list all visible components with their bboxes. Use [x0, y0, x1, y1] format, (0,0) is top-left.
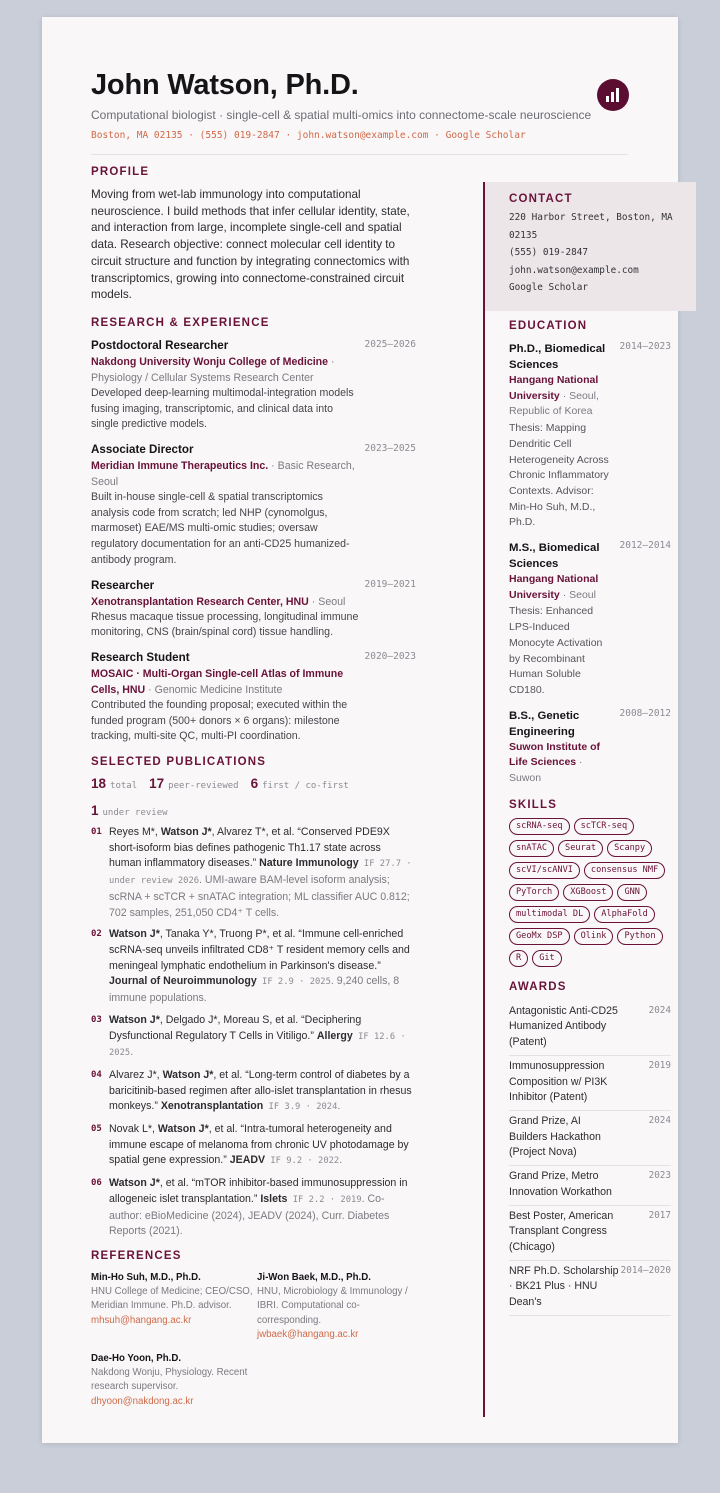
publication-journal: Journal of Neuroimmunology	[109, 975, 257, 988]
publication-impact: IF 9.2 · 2022	[265, 1156, 340, 1167]
stat-label: first / co-first	[262, 781, 349, 792]
education-degree: Ph.D., Biomedical Sciences	[509, 343, 606, 371]
skill-list	[509, 818, 671, 967]
skill-tag: AlphaFold	[594, 906, 655, 923]
publication-stat	[91, 776, 137, 791]
publication-authors-pre: Alvarez J*,	[109, 1068, 163, 1081]
award-year: 2023	[648, 1170, 671, 1182]
experience-org: Nakdong University Wonju College of Medicine	[91, 355, 329, 368]
experience-title: Associate Director	[91, 443, 194, 457]
education-school-line	[509, 572, 609, 603]
contact-box	[485, 182, 696, 311]
sidebar-rule	[483, 182, 485, 1417]
header-divider	[91, 154, 628, 155]
reference-info: Nakdong Wonju, Physiology. Recent research supervisor.	[91, 1366, 248, 1393]
school-separator: ·	[559, 389, 570, 402]
org-separator: ·	[328, 355, 335, 368]
award-year: 2019	[648, 1059, 671, 1071]
experience-unit: Physiology / Cellular Systems Research Center	[91, 371, 314, 384]
publication-title: , et al. “Intra-tumoral heterogeneity and immune escape of melanoma from chronic UV photodamage by spatial gene expression.”	[109, 1123, 409, 1167]
profile-text: Moving from wet-lab immunology into computational neuroscience. I build methods that infer cellular identity, state, and interaction from large, incomplete single-cell and spatial data. Research objective: connect molecular cell identity to circuit structure and function by integrating connectomics with transcriptomics, growing into connectome-constrained circuit models.	[91, 188, 410, 302]
skill-tag: Git	[532, 950, 562, 967]
reference-info: HNU, Microbiology & Immunology / IBRI. Computational co-corresponding.	[257, 1285, 408, 1326]
experience-org-line	[91, 354, 356, 386]
candidate-name: John Watson, Ph.D.	[91, 69, 359, 101]
publication-impact: IF 3.9 · 2024	[263, 1102, 338, 1113]
award-title: Antagonistic Anti-CD25 Humanized Antibody (Patent)	[509, 1004, 618, 1049]
award-year: 2024	[648, 1004, 671, 1016]
org-separator: ·	[145, 683, 155, 696]
experience-unit: Genomic Medicine Institute	[154, 683, 283, 696]
experience-title: Postdoctoral Researcher	[91, 338, 229, 352]
education-dates: 2008–2012	[619, 707, 671, 719]
stat-value: 6	[250, 776, 259, 792]
experience-title: Researcher	[91, 578, 155, 592]
award-title: Grand Prize, Metro Innovation Workathon	[509, 1170, 612, 1198]
experience-org-line	[91, 458, 356, 490]
contact-heading: CONTACT	[509, 193, 573, 205]
education-thesis: Thesis: Mapping Dendritic Cell Heterogeneity Across Chronic Inflammatory Contexts. Advisor: Min-Ho Suh, M.D., Ph.D.	[509, 422, 609, 529]
education-school-line	[509, 373, 609, 420]
publication-item	[91, 825, 414, 921]
experience-entry	[91, 338, 416, 433]
award-item	[509, 1206, 671, 1261]
skills-heading: SKILLS	[509, 798, 558, 811]
publication-self-author: Watson J*	[160, 826, 212, 839]
experience-org: MOSAIC · Multi-Organ Single-cell Atlas of Immune Cells, HNU	[91, 667, 344, 696]
publication-journal: Xenotransplantation	[160, 1100, 264, 1113]
experience-org: Meridian Immune Therapeutics Inc.	[91, 460, 269, 473]
skill-tag: Seurat	[558, 840, 603, 857]
reference-email-link[interactable]: jwbaek@hangang.ac.kr	[257, 1329, 359, 1341]
education-school: Suwon Institute of Life Sciences	[509, 740, 600, 769]
award-title: NRF Ph.D. Scholarship · BK21 Plus · HNU Dean's	[509, 1264, 619, 1309]
experience-dates: 2025–2026	[364, 338, 416, 350]
reference-name: Min-Ho Suh, M.D., Ph.D.	[91, 1271, 201, 1283]
publication-title: , et al. “mTOR inhibitor-based immunosuppression in allogeneic islet transplantation.”	[109, 1177, 408, 1205]
skill-tag: R	[509, 950, 528, 967]
contact-line[interactable]: Google Scholar	[509, 282, 589, 293]
publication-item	[91, 1176, 414, 1240]
education-entry	[509, 540, 671, 699]
contact-lines	[509, 209, 696, 297]
reference-email-link[interactable]: mhsuh@hangang.ac.kr	[91, 1314, 192, 1326]
experience-entry	[91, 650, 416, 745]
reference-email-link[interactable]: dhyoon@nakdong.ac.kr	[91, 1395, 194, 1407]
stat-label: total	[110, 781, 138, 792]
publication-item	[91, 1122, 414, 1170]
school-separator: ·	[576, 756, 583, 769]
award-year: 2024	[648, 1114, 671, 1126]
publications-heading: SELECTED PUBLICATIONS	[91, 756, 267, 769]
skill-tag: Python	[617, 928, 662, 945]
education-degree: M.S., Biomedical Sciences	[509, 542, 600, 571]
publication-stat	[91, 803, 168, 818]
publication-self-author: Watson J*	[157, 1123, 209, 1136]
education-school: Hangang National University	[509, 374, 599, 402]
publication-note: .	[337, 1100, 341, 1113]
experience-dates: 2023–2025	[364, 443, 416, 455]
education-thesis: Thesis: Enhanced LPS-Induced Monocyte Activation by Recombinant Human Soluble CD180.	[509, 605, 603, 696]
experience-dates: 2020–2023	[364, 650, 416, 662]
contact-line[interactable]: john.watson@example.com	[509, 264, 639, 276]
publication-note: . 9,240 cells, 8 immune populations.	[109, 975, 400, 1005]
reference-name: Dae-Ho Yoon, Ph.D.	[91, 1352, 182, 1364]
skill-tag: Olink	[574, 928, 614, 945]
stat-label: under review	[102, 808, 168, 819]
tagline: Computational biologist · single-cell & spatial multi-omics into connectome-scale neuroscience	[91, 108, 592, 122]
school-separator: ·	[559, 588, 570, 601]
resume-page	[42, 17, 678, 1443]
award-item	[509, 1111, 671, 1166]
publication-journal: JEADV	[229, 1154, 266, 1167]
reference-item	[257, 1270, 417, 1343]
skill-tag: scTCR-seq	[574, 818, 635, 835]
experience-entry	[91, 442, 416, 569]
stat-label: peer-reviewed	[168, 781, 239, 792]
contact-line: (555) 019-2847	[509, 247, 589, 258]
publication-stat	[149, 776, 238, 791]
profile-heading: PROFILE	[91, 166, 150, 178]
award-item	[509, 1001, 671, 1056]
publication-journal: Nature Immunology	[259, 857, 359, 870]
reference-item	[91, 1270, 257, 1343]
publication-number: 02	[91, 929, 102, 940]
publication-note: . UMI-aware BAM-level isoform analysis; scRNA + scTCR + snATAC integration; ML classifier AUC 0.812; 702 samples, 251,050 CD4⁺ T cells.	[109, 874, 410, 919]
experience-dates: 2019–2021	[364, 578, 416, 590]
publication-impact: IF 2.9 · 2025	[256, 977, 331, 988]
experience-title: Research Student	[91, 650, 190, 664]
publication-authors-pre: Reyes M*,	[109, 826, 161, 839]
skill-tag: scVI/scANVI	[509, 862, 580, 879]
experience-description: Rhesus macaque tissue processing, longitudinal immune monitoring, CNS (brain/spinal cord) tissue handling.	[91, 610, 359, 639]
publication-title: , Tanaka Y*, Truong P*, et al. “Immune cell-enriched scRNA-seq unveils infiltrated CD8⁺ T resident memory cells and meningeal lymphatic endothelium in Parkinson's disease.”	[109, 928, 410, 972]
skill-tag: snATAC	[509, 840, 554, 857]
publication-stat	[251, 776, 349, 791]
experience-list	[91, 338, 416, 745]
experience-unit: Basic Research, Seoul	[91, 460, 355, 489]
reference-name: Ji-Won Baek, M.D., Ph.D.	[257, 1271, 371, 1283]
publication-list	[91, 825, 416, 1240]
experience-description: Built in-house single-cell & spatial transcriptomics analysis code from scratch; led NHP (cynomolgus, marmoset) EAE/MS multi-omic studies; oversaw regulatory documentation for an anti-CD25 humanized-antibody program.	[91, 491, 350, 566]
publication-self-author: Watson J*	[162, 1068, 214, 1081]
references-heading: REFERENCES	[91, 1249, 182, 1262]
skill-tag: PyTorch	[509, 884, 559, 901]
skill-tag: consensus NMF	[584, 862, 665, 879]
stat-value: 1	[91, 803, 99, 819]
main-column	[91, 166, 416, 1409]
award-year: 2014–2020	[620, 1264, 671, 1276]
experience-org-line	[91, 594, 356, 610]
award-title: Best Poster, American Transplant Congress (Chicago)	[509, 1209, 614, 1253]
publication-number: 04	[91, 1069, 102, 1080]
education-place: Seoul, Republic of Korea	[509, 389, 599, 418]
publication-authors-pre: Novak L*,	[109, 1123, 158, 1136]
reference-info: HNU College of Medicine; CEO/CSO, Meridian Immune. Ph.D. advisor.	[91, 1285, 253, 1312]
education-list	[509, 341, 671, 787]
publication-item	[91, 927, 414, 1007]
publication-self-author: Watson J*	[109, 1013, 160, 1026]
skill-tag: GeoMx DSP	[509, 928, 570, 945]
header-contact-line[interactable]: Boston, MA 02135 · (555) 019-2847 · john.watson@example.com · Google Scholar	[91, 130, 526, 141]
stat-value: 17	[149, 776, 165, 792]
publication-impact: IF 27.7 · under review 2026	[109, 859, 412, 887]
org-separator: ·	[308, 595, 319, 608]
publication-stats	[91, 776, 361, 818]
education-dates: 2014–2023	[619, 341, 671, 352]
education-dates: 2012–2014	[619, 540, 671, 552]
publication-note: . Co-author: eBioMedicine (2024), JEADV (2024), Curr. Diabetes Reports (2021).	[109, 1192, 390, 1238]
experience-org-line	[91, 666, 356, 698]
publication-item	[91, 1068, 414, 1116]
skill-tag: Scanpy	[607, 840, 652, 857]
experience-heading: RESEARCH & EXPERIENCE	[91, 316, 270, 329]
publication-impact: IF 2.2 · 2019	[287, 1194, 362, 1205]
education-school-line	[509, 740, 609, 787]
stat-value: 18	[91, 776, 107, 792]
publication-item	[91, 1013, 414, 1062]
award-item	[509, 1261, 671, 1316]
education-place: Suwon	[509, 772, 542, 785]
publication-note: .	[130, 1046, 134, 1059]
education-heading: EDUCATION	[509, 320, 588, 332]
publication-title: , Alvarez T*, et al. “Conserved PDE9X short-isoform bias defines pathogenic Th1.17 state across human inflammatory diseases.”	[109, 826, 390, 870]
education-entry	[509, 708, 671, 787]
experience-entry	[91, 578, 416, 641]
experience-org: Xenotransplantation Research Center, HNU	[91, 595, 309, 608]
education-place: Seoul	[569, 588, 596, 601]
publication-title: , et al. “Long-term control of diabetes by a baricitinib-based regimen after allo-islet transplantation in rhesus monkeys.”	[109, 1068, 412, 1113]
contact-line: 220 Harbor Street, Boston, MA 02135	[509, 212, 673, 241]
award-title: Immunosuppression Composition w/ PI3K Inhibitor (Patent)	[509, 1059, 608, 1104]
publication-title: , Delgado J*, Moreau S, et al. “Deciphering Dysfunctional Regulatory T Cells in Vitiligo.”	[109, 1013, 362, 1042]
reference-item	[91, 1351, 257, 1410]
publication-note: .	[339, 1154, 343, 1167]
publication-number: 01	[91, 827, 102, 838]
publication-number: 06	[91, 1178, 102, 1189]
reference-list	[91, 1270, 416, 1410]
bar-chart-icon	[597, 79, 629, 111]
publication-number: 03	[91, 1014, 102, 1025]
publication-number: 05	[91, 1124, 102, 1135]
experience-description: Developed deep-learning multimodal-integration models fusing imaging, transcriptomic, and clinical data into single predictive models.	[91, 386, 354, 431]
skill-tag: scRNA-seq	[509, 818, 570, 835]
publication-self-author: Watson J*	[109, 928, 160, 941]
education-degree: B.S., Genetic Engineering	[509, 709, 580, 738]
award-list	[509, 1001, 671, 1316]
publication-journal: Allergy	[316, 1029, 353, 1042]
experience-unit: Seoul	[318, 595, 346, 608]
skill-tag: multimodal DL	[509, 906, 590, 923]
award-title: Grand Prize, AI Builders Hackathon (Project Nova)	[509, 1114, 601, 1159]
award-year: 2017	[648, 1209, 671, 1221]
publication-self-author: Watson J*	[109, 1177, 160, 1190]
publication-impact: IF 12.6 · 2025	[109, 1031, 406, 1059]
experience-description: Contributed the founding proposal; executed within the funded program (500+ donors × 6 organs): milestone tracking, multi-site QC, multi-PI coordination.	[91, 698, 348, 743]
publication-journal: Islets	[260, 1192, 288, 1205]
sidebar-column	[509, 320, 671, 1316]
award-item	[509, 1056, 671, 1111]
awards-heading: AWARDS	[509, 980, 567, 993]
org-separator: ·	[268, 460, 278, 473]
education-school: Hangang National University	[509, 573, 599, 601]
education-entry	[509, 341, 671, 531]
award-item	[509, 1166, 671, 1205]
skill-tag: XGBoost	[563, 884, 613, 901]
skill-tag: GNN	[617, 884, 647, 901]
